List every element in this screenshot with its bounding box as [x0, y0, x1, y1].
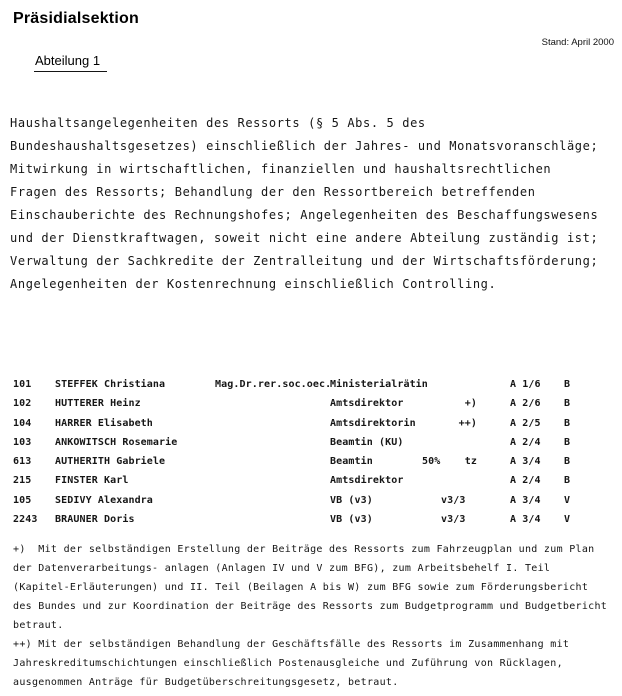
person-name: FINSTER Karl: [55, 475, 129, 487]
person-status: B: [564, 475, 571, 487]
personnel-row: [0, 414, 622, 433]
duties-line: und der Dienstkraftwagen, soweit nicht eine andere Abteilung zuständig ist;: [10, 231, 599, 245]
person-grade: A 3/4: [510, 494, 541, 506]
footnote-line: ++) Mit der selbständigen Behandlung der Geschäftsfälle des Ressorts im Zusammenhang mit: [13, 639, 570, 650]
person-status: B: [564, 456, 571, 468]
person-id: 105: [13, 494, 32, 506]
person-grade: A 2/6: [510, 398, 541, 410]
person-function: VB (v3): [330, 514, 373, 526]
person-name: SEDIVY Alexandra: [55, 494, 153, 506]
duties-line: Bundeshaushaltsgesetzes) einschließlich der Jahres- und Monatsvoranschläge;: [10, 139, 599, 153]
person-name: STEFFEK Christiana: [55, 379, 166, 390]
personnel-table: [0, 375, 622, 529]
duties-line: Mitwirkung in wirtschaftlichen, finanziellen und haushaltsrechtlichen: [10, 162, 552, 176]
personnel-row: [0, 510, 622, 529]
person-name: BRAUNER Doris: [55, 514, 135, 526]
footnote-line: Jahreskreditumschichtungen einschließlich Postenausgleiche und Zuführung von Rücklagen,: [13, 658, 563, 669]
person-status: B: [564, 417, 571, 429]
person-function: Amtsdirektorin: [330, 417, 416, 429]
person-note-marker: +): [464, 398, 477, 410]
person-id: 103: [13, 436, 32, 448]
personnel-row: [0, 471, 622, 490]
footnote-line: des Bundes und zur Koordination der Beiträge des Ressorts zum Budgetprogramm und Budgetbericht: [13, 601, 608, 612]
personnel-row: [0, 375, 622, 394]
person-id: 2243: [13, 514, 38, 526]
person-grade: A 2/5: [510, 417, 541, 429]
person-function: Amtsdirektor: [330, 475, 404, 487]
person-name: AUTHERITH Gabriele: [55, 456, 166, 468]
person-grade: A 2/4: [510, 436, 541, 448]
person-id: 102: [13, 398, 32, 410]
person-academic-title: Mag.Dr.rer.soc.oec.: [215, 379, 332, 390]
personnel-row: [0, 394, 622, 413]
person-note-marker: tz: [464, 456, 477, 468]
person-function: Beamtin (KU): [330, 436, 404, 448]
person-function: Beamtin: [330, 456, 373, 468]
footnotes-block: [13, 540, 607, 692]
personnel-row: [0, 491, 622, 510]
person-function: VB (v3): [330, 494, 373, 506]
person-id: 215: [13, 475, 32, 487]
person-id: 613: [13, 456, 32, 468]
duties-line: Angelegenheiten der Kostenrechnung einschließlich Controlling.: [10, 277, 497, 291]
footnote-line: betraut.: [13, 620, 64, 631]
personnel-row: [0, 433, 622, 452]
person-name: HUTTERER Heinz: [55, 398, 141, 410]
duties-paragraph: [10, 112, 598, 296]
person-note-contract: v3/3: [441, 514, 466, 526]
person-name: HARRER Elisabeth: [55, 417, 153, 429]
person-status: B: [564, 398, 571, 410]
section-title: Präsidialsektion: [13, 10, 139, 27]
duties-line: Einschauberichte des Rechnungshofes; Angelegenheiten des Beschaffungswesens: [10, 208, 599, 222]
person-status: V: [564, 494, 571, 506]
person-status: B: [564, 436, 571, 448]
person-id: 101: [13, 379, 32, 390]
person-id: 104: [13, 417, 32, 429]
footnote-line: der Datenverarbeitungs- anlagen (Anlagen IV und V zum BFG), zum Arbeitsbehelf I. Teil: [13, 563, 551, 574]
footnote-line: +) Mit der selbständigen Erstellung der Beiträge des Ressorts zum Fahrzeugplan und zum Plan: [13, 544, 595, 555]
duties-line: Fragen des Ressorts; Behandlung der den Ressortbereich betreffenden: [10, 185, 536, 199]
person-grade: A 3/4: [510, 456, 541, 468]
personnel-row: [0, 452, 622, 471]
person-status: V: [564, 514, 571, 526]
status-date: Stand: April 2000: [541, 37, 614, 48]
person-grade: A 1/6: [510, 379, 541, 390]
person-grade: A 3/4: [510, 514, 541, 526]
duties-line: Verwaltung der Sachkredite der Zentralleitung und der Wirtschaftsförderung;: [10, 254, 599, 268]
footnote-line: (Kapitel-Erläuterungen) und II. Teil (Beilagen A bis W) zum BFG sowie zum Förderungsbericht: [13, 582, 589, 593]
person-status: B: [564, 379, 571, 390]
person-function: Amtsdirektor: [330, 398, 404, 410]
person-name: ANKOWITSCH Rosemarie: [55, 436, 178, 448]
person-note-marker: ++): [458, 417, 477, 429]
person-grade: A 2/4: [510, 475, 541, 487]
duties-line: Haushaltsangelegenheiten des Ressorts (§ 5 Abs. 5 des: [10, 116, 426, 130]
department-title: Abteilung 1: [34, 53, 107, 72]
person-note-percent: 50%: [422, 456, 441, 468]
person-function: Ministerialrätin: [330, 379, 428, 390]
footnote-line: ausgenommen Anträge für Budgetüberschreitungsgesetz, betraut.: [13, 677, 399, 688]
person-note-contract: v3/3: [441, 494, 466, 506]
